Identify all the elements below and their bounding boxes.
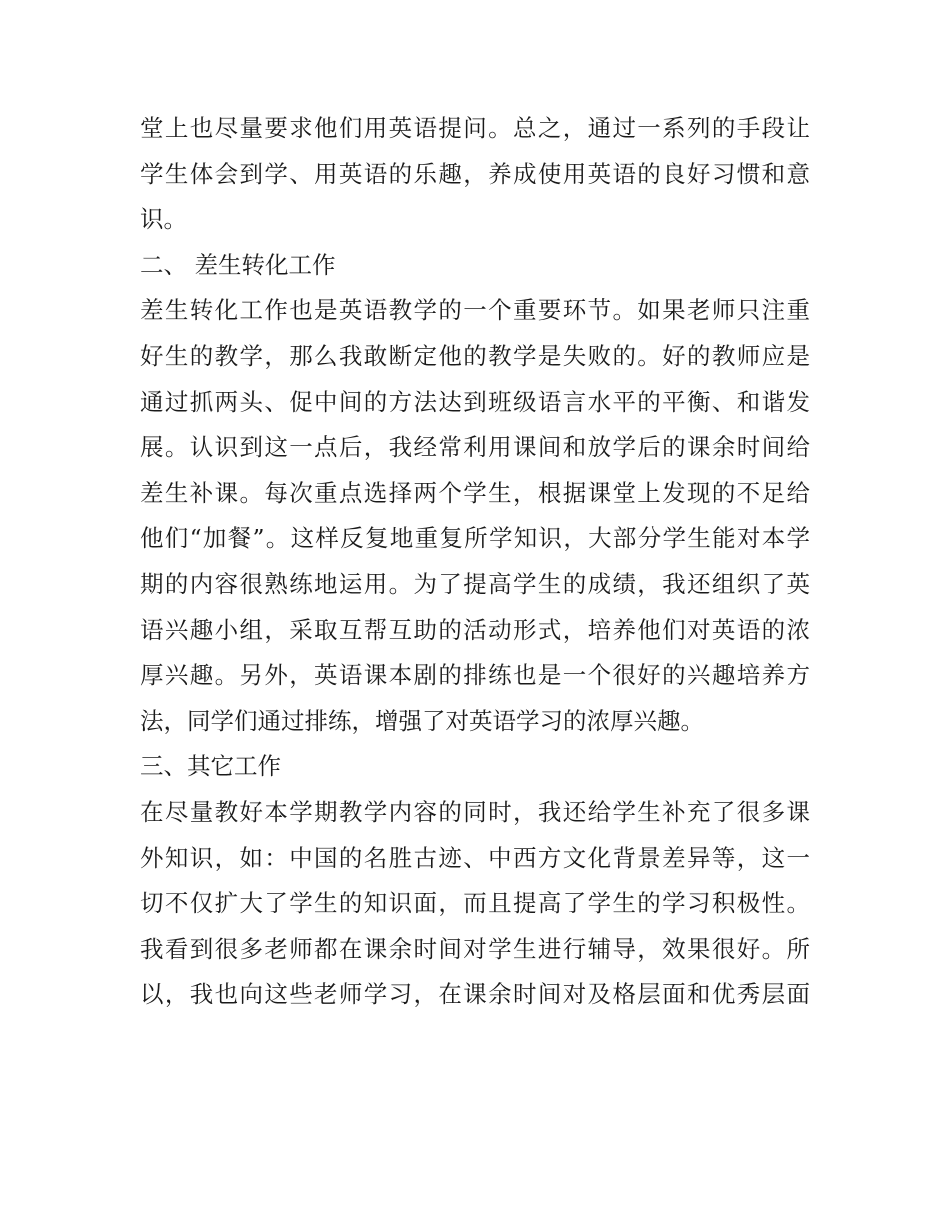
paragraph-line: 我看到很多老师都在课余时间对学生进行辅导，效果很好。所 [140, 934, 810, 963]
paragraph-line: 通过抓两头、促中间的方法达到班级语言水平的平衡、和谐发 [140, 387, 810, 416]
paragraph-line: 厚兴趣。另外，英语课本剧的排练也是一个很好的兴趣培养方 [140, 661, 810, 690]
paragraph-line: 语兴趣小组，采取互帮互助的活动形式，培养他们对英语的浓 [140, 615, 810, 644]
paragraph-line: 好生的教学，那么我敢断定他的教学是失败的。好的教师应是 [140, 341, 810, 370]
paragraph-line: 学生体会到学、用英语的乐趣，养成使用英语的良好习惯和意 [140, 159, 810, 188]
paragraph-line: 展。认识到这一点后，我经常利用课间和放学后的课余时间给 [140, 433, 810, 462]
paragraph-line: 差生补课。每次重点选择两个学生，根据课堂上发现的不足给 [140, 478, 810, 507]
paragraph-line: 识。 [140, 205, 187, 234]
section-heading-3: 三、其它工作 [140, 752, 281, 781]
paragraph-line: 堂上也尽量要求他们用英语提问。总之，通过一系列的手段让 [140, 114, 810, 142]
paragraph-line: 法，同学们通过排练，增强了对英语学习的浓厚兴趣。 [140, 706, 704, 735]
paragraph-line: 切不仅扩大了学生的知识面，而且提高了学生的学习积极性。 [140, 889, 810, 918]
section-heading-2: 二、 差生转化工作 [140, 250, 336, 279]
document-body [140, 106, 810, 1018]
paragraph-line: 期的内容很熟练地运用。为了提高学生的成绩，我还组织了英 [140, 569, 810, 598]
paragraph-line: 外知识，如：中国的名胜古迹、中西方文化背景差异等，这一 [140, 843, 810, 872]
paragraph-line: 以，我也向这些老师学习，在课余时间对及格层面和优秀层面 [140, 980, 810, 1009]
paragraph-line: 在尽量教好本学期教学内容的同时，我还给学生补充了很多课 [140, 797, 810, 826]
paragraph-line: 他们“加餐”。这样反复地重复所学知识，大部分学生能对本学 [140, 524, 810, 553]
paragraph-line: 差生转化工作也是英语教学的一个重要环节。如果老师只注重 [140, 296, 810, 325]
